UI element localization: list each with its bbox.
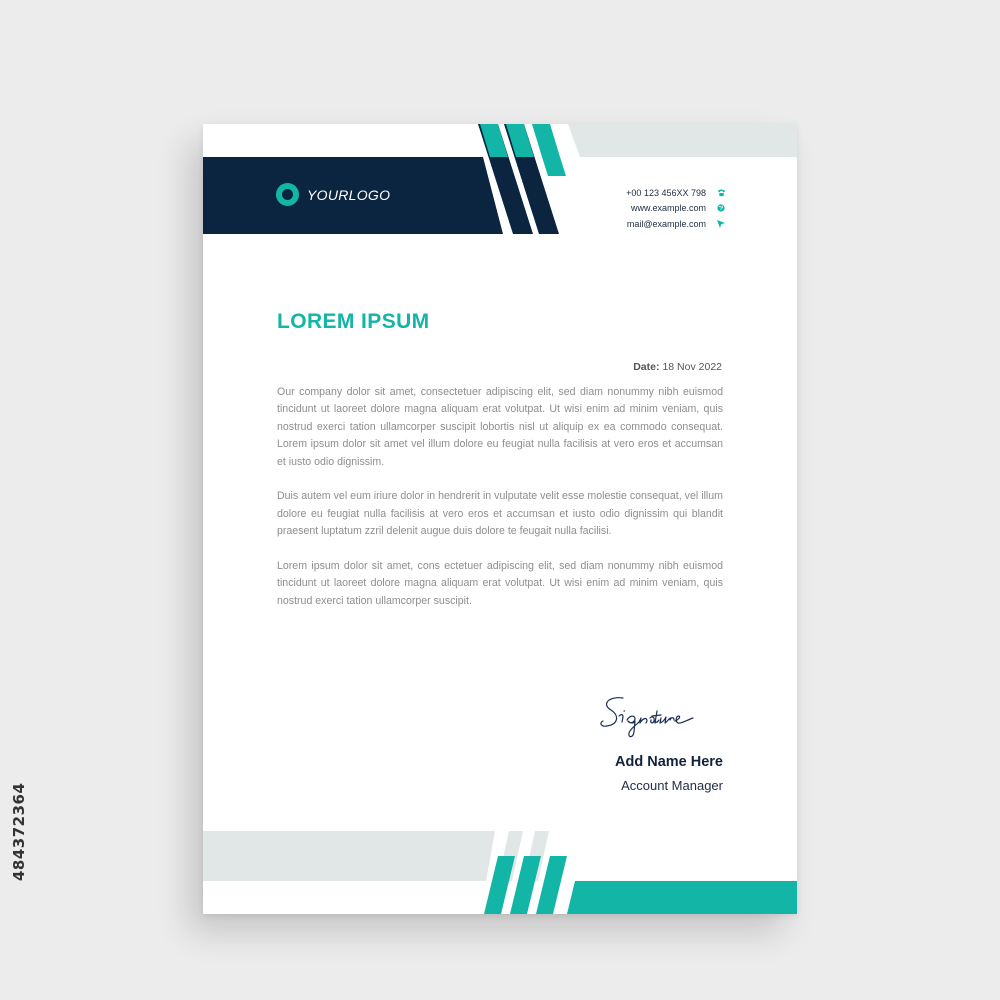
phone-icon [715, 189, 727, 197]
globe-icon [715, 204, 727, 212]
logo-ring-icon [276, 183, 299, 206]
footer-gray-band [203, 831, 495, 881]
footer-decoration [203, 814, 797, 914]
body-paragraph: Lorem ipsum dolor sit amet, cons ectetuer adipiscing elit, sed diam nonummy nibh euismod tincidunt ut laoreet dolore magna aliquam erat volutpat. Ut wisi enim ad minim veniam, quis nostrud exerci tation ullamcorper suscipit. [277, 560, 723, 607]
header-teal-stripe-3 [532, 124, 560, 157]
contact-web-text: www.example.com [630, 203, 706, 214]
logo-text: YOURLOGO [307, 186, 391, 203]
header-gray-band [568, 124, 797, 157]
contact-phone [487, 185, 727, 201]
letter-date [633, 361, 722, 373]
header-teal-stripe-3b [542, 157, 566, 176]
send-icon [715, 220, 727, 228]
body-paragraph: Duis autem vel eum iriure dolor in hendrerit in vulputate velit esse molestie consequat, vel illum dolore eu feugiat nulla facilisis at vero eros et accumsan et iusto odio dignissim qui blandit praesent luptatum zzril delenit augue duis dolore te feugait nulla facilisi. [277, 490, 723, 538]
letter-body [277, 384, 723, 628]
contact-phone-text: +00 123 456XX 798 [626, 187, 706, 198]
contact-mail [487, 216, 727, 232]
page-title: LOREM IPSUM [277, 310, 430, 333]
footer-teal-band [567, 881, 797, 914]
letterhead-page [203, 124, 797, 914]
contact-info [487, 185, 727, 232]
signer-block [615, 754, 723, 793]
logo [276, 183, 390, 206]
signer-role: Account Manager [621, 778, 723, 793]
stock-id-text: 484372364 [10, 782, 28, 882]
signer-name: Add Name Here [615, 754, 723, 770]
signature-image [595, 690, 735, 744]
contact-mail-text: mail@example.com [626, 218, 706, 229]
date-label: Date: [633, 361, 660, 373]
body-paragraph: Our company dolor sit amet, consectetuer adipiscing elit, sed diam nonummy nibh euismod tincidunt ut laoreet dolore magna aliquam erat volutpat. Ut wisi enim ad minim veniam, quis nostrud exerci tation ullamcorper suscipit lobortis nisl ut aliquip ex ea commodo consequat. Lorem ipsum dolor sit amet vel illum dolore eu feugiat nulla facilisis at vero eros et accumsan et iusto odio dignissim. [277, 386, 723, 468]
date-value: 18 Nov 2022 [662, 361, 722, 373]
contact-web [487, 201, 727, 217]
